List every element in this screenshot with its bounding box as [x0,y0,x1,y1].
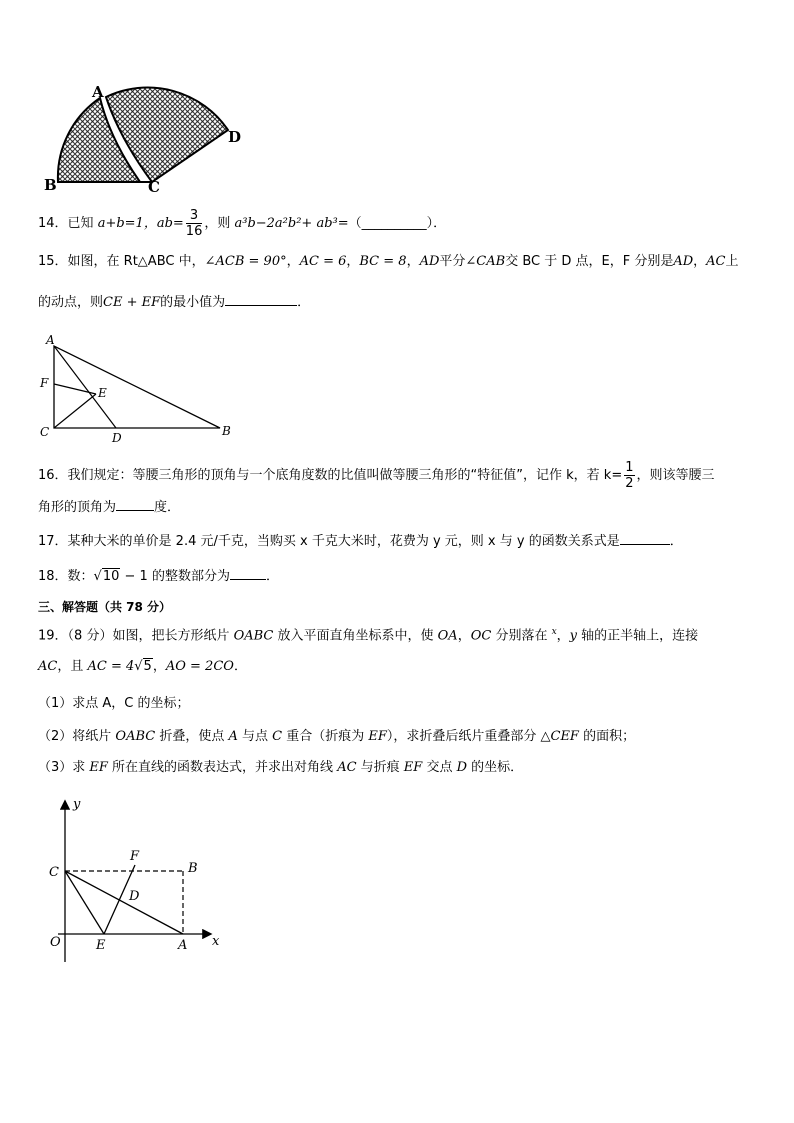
question-19-line1 [38,622,698,646]
comma: ， [457,628,471,644]
q17-text: 17．某种大米的单价是 2.4 元/千克，当购买 x 千克大米时，花费为 y 元，则 x 与 y 的函数关系式是 [38,534,620,549]
q15-l2: 的动点，则 [38,295,104,310]
q15-answer-blank[interactable] [225,292,297,306]
question-19-part2 [38,727,635,747]
period: ． [265,569,279,584]
figure-q15 [36,330,246,446]
segment-ce [54,394,96,428]
q19-ao: AO = 2CO [165,659,234,674]
q19-ac: AC [38,659,58,674]
q15-angle-acb: ∠ACB = 90° [204,254,287,269]
q15-bc: BC = 8 [359,254,407,269]
q19-p2: 重合（折痕为 [282,729,369,744]
q15-ad: AD [419,254,440,269]
q16-l2b: 度． [154,500,181,515]
figure-q13 [40,84,250,196]
q17-answer-blank[interactable] [620,531,670,545]
q19-intro: 19．（8 分）如图，把长方形纸片 [38,628,234,644]
q19-p2: 与点 [237,729,273,744]
q14-frac-den: 16 [185,224,203,239]
q18-text: 18．数： [38,569,94,584]
question-15-line1 [38,252,739,272]
q15-intro: 15．如图，在 Rt△ABC 中， [38,254,205,269]
q15-l2b: 的最小值为 [160,295,226,310]
q19-point-d: D [456,760,468,775]
label-C: C [49,865,59,880]
comma: ， [152,659,166,674]
q15-on: 上 [725,254,739,269]
label-x: x [212,934,220,949]
question-16-line2 [38,497,180,518]
q15-ac2: AC [706,254,726,269]
q19-text: 分别落在 [491,628,552,644]
q19-ac: AC [337,760,357,775]
q19-x: x [551,627,557,637]
q19-ef: EF [89,760,108,775]
q19-radicand: 5 [143,659,152,674]
q14-mid: ，则 [204,216,235,231]
q18-radicand: 10 [102,569,120,584]
q16-frac-den: 2 [625,476,634,491]
q19-p3: 的坐标． [467,760,524,775]
triangle-abc [54,346,220,428]
period: ． [297,295,311,310]
label-F: F [130,849,140,864]
q16-fraction [624,460,634,491]
q19-point-c: C [272,729,283,744]
q14-answer-blank[interactable]: （__________）． [348,216,447,231]
comma: ， [406,254,420,269]
label-A: A [178,938,188,953]
period: ． [669,534,683,549]
q18-rest: − 1 的整数部分为 [120,569,230,584]
q19-text: ，且 [57,659,88,674]
label-B: B [222,424,231,438]
comma: ， [693,254,707,269]
q16-text-b: ，则该等腰三 [636,468,715,483]
question-15-line2 [38,292,310,313]
comma: ， [346,254,360,269]
label-E: E [98,386,107,400]
label-E: E [96,938,106,953]
q19-oabc: OABC [115,729,156,744]
q19-p3: 与折痕 [356,760,404,775]
q15-ad2: AD [673,254,694,269]
label-y: y [73,797,81,812]
q19-ac-eq: AC = 4 [87,659,135,674]
label-B: B [44,176,57,194]
q15-text: 交 BC 于 D 点，E，F 分别是 [505,254,674,269]
q19-tri: △CEF [540,729,579,744]
q19-p2: ），求折叠后纸片重叠部分 [386,729,541,744]
label-F: F [40,376,49,390]
comma: ， [286,254,300,269]
label-A: A [46,333,55,347]
q14-cond2: ab= [156,216,184,231]
q15-bisect: 平分 [439,254,466,269]
q19-oa: OA [437,628,458,644]
q14-frac-num: 3 [186,208,203,224]
label-C: C [40,425,50,439]
sqrt-symbol: √ [93,569,102,584]
q19-p3: （3）求 [38,760,90,775]
question-19-part1: （1）求点 A，C 的坐标； [38,696,190,711]
label-O: O [50,935,61,950]
comma: ， [556,628,570,644]
q19-p3: 交点 [422,760,457,775]
period: ． [233,659,247,674]
q15-expr: CE + EF [103,295,161,310]
question-18 [38,566,279,587]
question-17 [38,531,683,552]
label-D: D [129,889,140,904]
label-C: C [148,178,160,196]
segment-fe [54,384,96,394]
q19-p3: 所在直线的函数表达式，并求出对角线 [107,760,338,775]
label-D: D [228,128,242,146]
q16-text: 16．我们规定：等腰三角形的顶角与一个底角度数的比值叫做等腰三角形的“特征值”，记作 k，若 k= [38,468,623,483]
q18-answer-blank[interactable] [230,566,266,580]
diagonal-ac [65,871,183,934]
q16-l2: 角形的顶角为 [38,500,117,515]
q19-p2: 的面积； [578,729,636,744]
q19-text: 放入平面直角坐标系中，使 [273,628,438,644]
q16-frac-num: 1 [625,460,634,475]
label-B: B [188,861,198,876]
segment-ce [65,871,104,934]
q15-ac: AC = 6 [299,254,347,269]
q16-answer-blank[interactable] [116,497,154,511]
q19-point-a: A [228,729,238,744]
label-A: A [92,84,104,101]
q19-text: 轴的正半轴上，连接 [577,628,699,644]
label-D: D [112,431,122,445]
q19-p2: 折叠，使点 [155,729,229,744]
q14-fraction [186,208,203,239]
question-16-line1 [38,460,715,491]
q19-oc: OC [470,628,492,644]
question-19-part3 [38,758,523,778]
figure-q19 [38,792,238,972]
section-title: 三、解答题（共 78 分） [38,600,172,614]
q19-oabc: OABC [233,628,274,644]
q19-p2: （2）将纸片 [38,729,116,744]
q19-ef: EF [403,760,423,775]
q14-cond1: a+b=1， [97,216,157,231]
question-19-line2 [38,657,247,677]
q19-ef: EF [368,729,387,744]
q15-angle-cab: ∠CAB [465,254,506,269]
q14-expr: a³b−2a²b²+ ab³= [234,216,349,231]
question-14 [38,208,446,239]
q19-y: y [569,628,578,644]
q14-number: 14．已知 [38,216,98,231]
sqrt-symbol: √ [134,659,143,674]
